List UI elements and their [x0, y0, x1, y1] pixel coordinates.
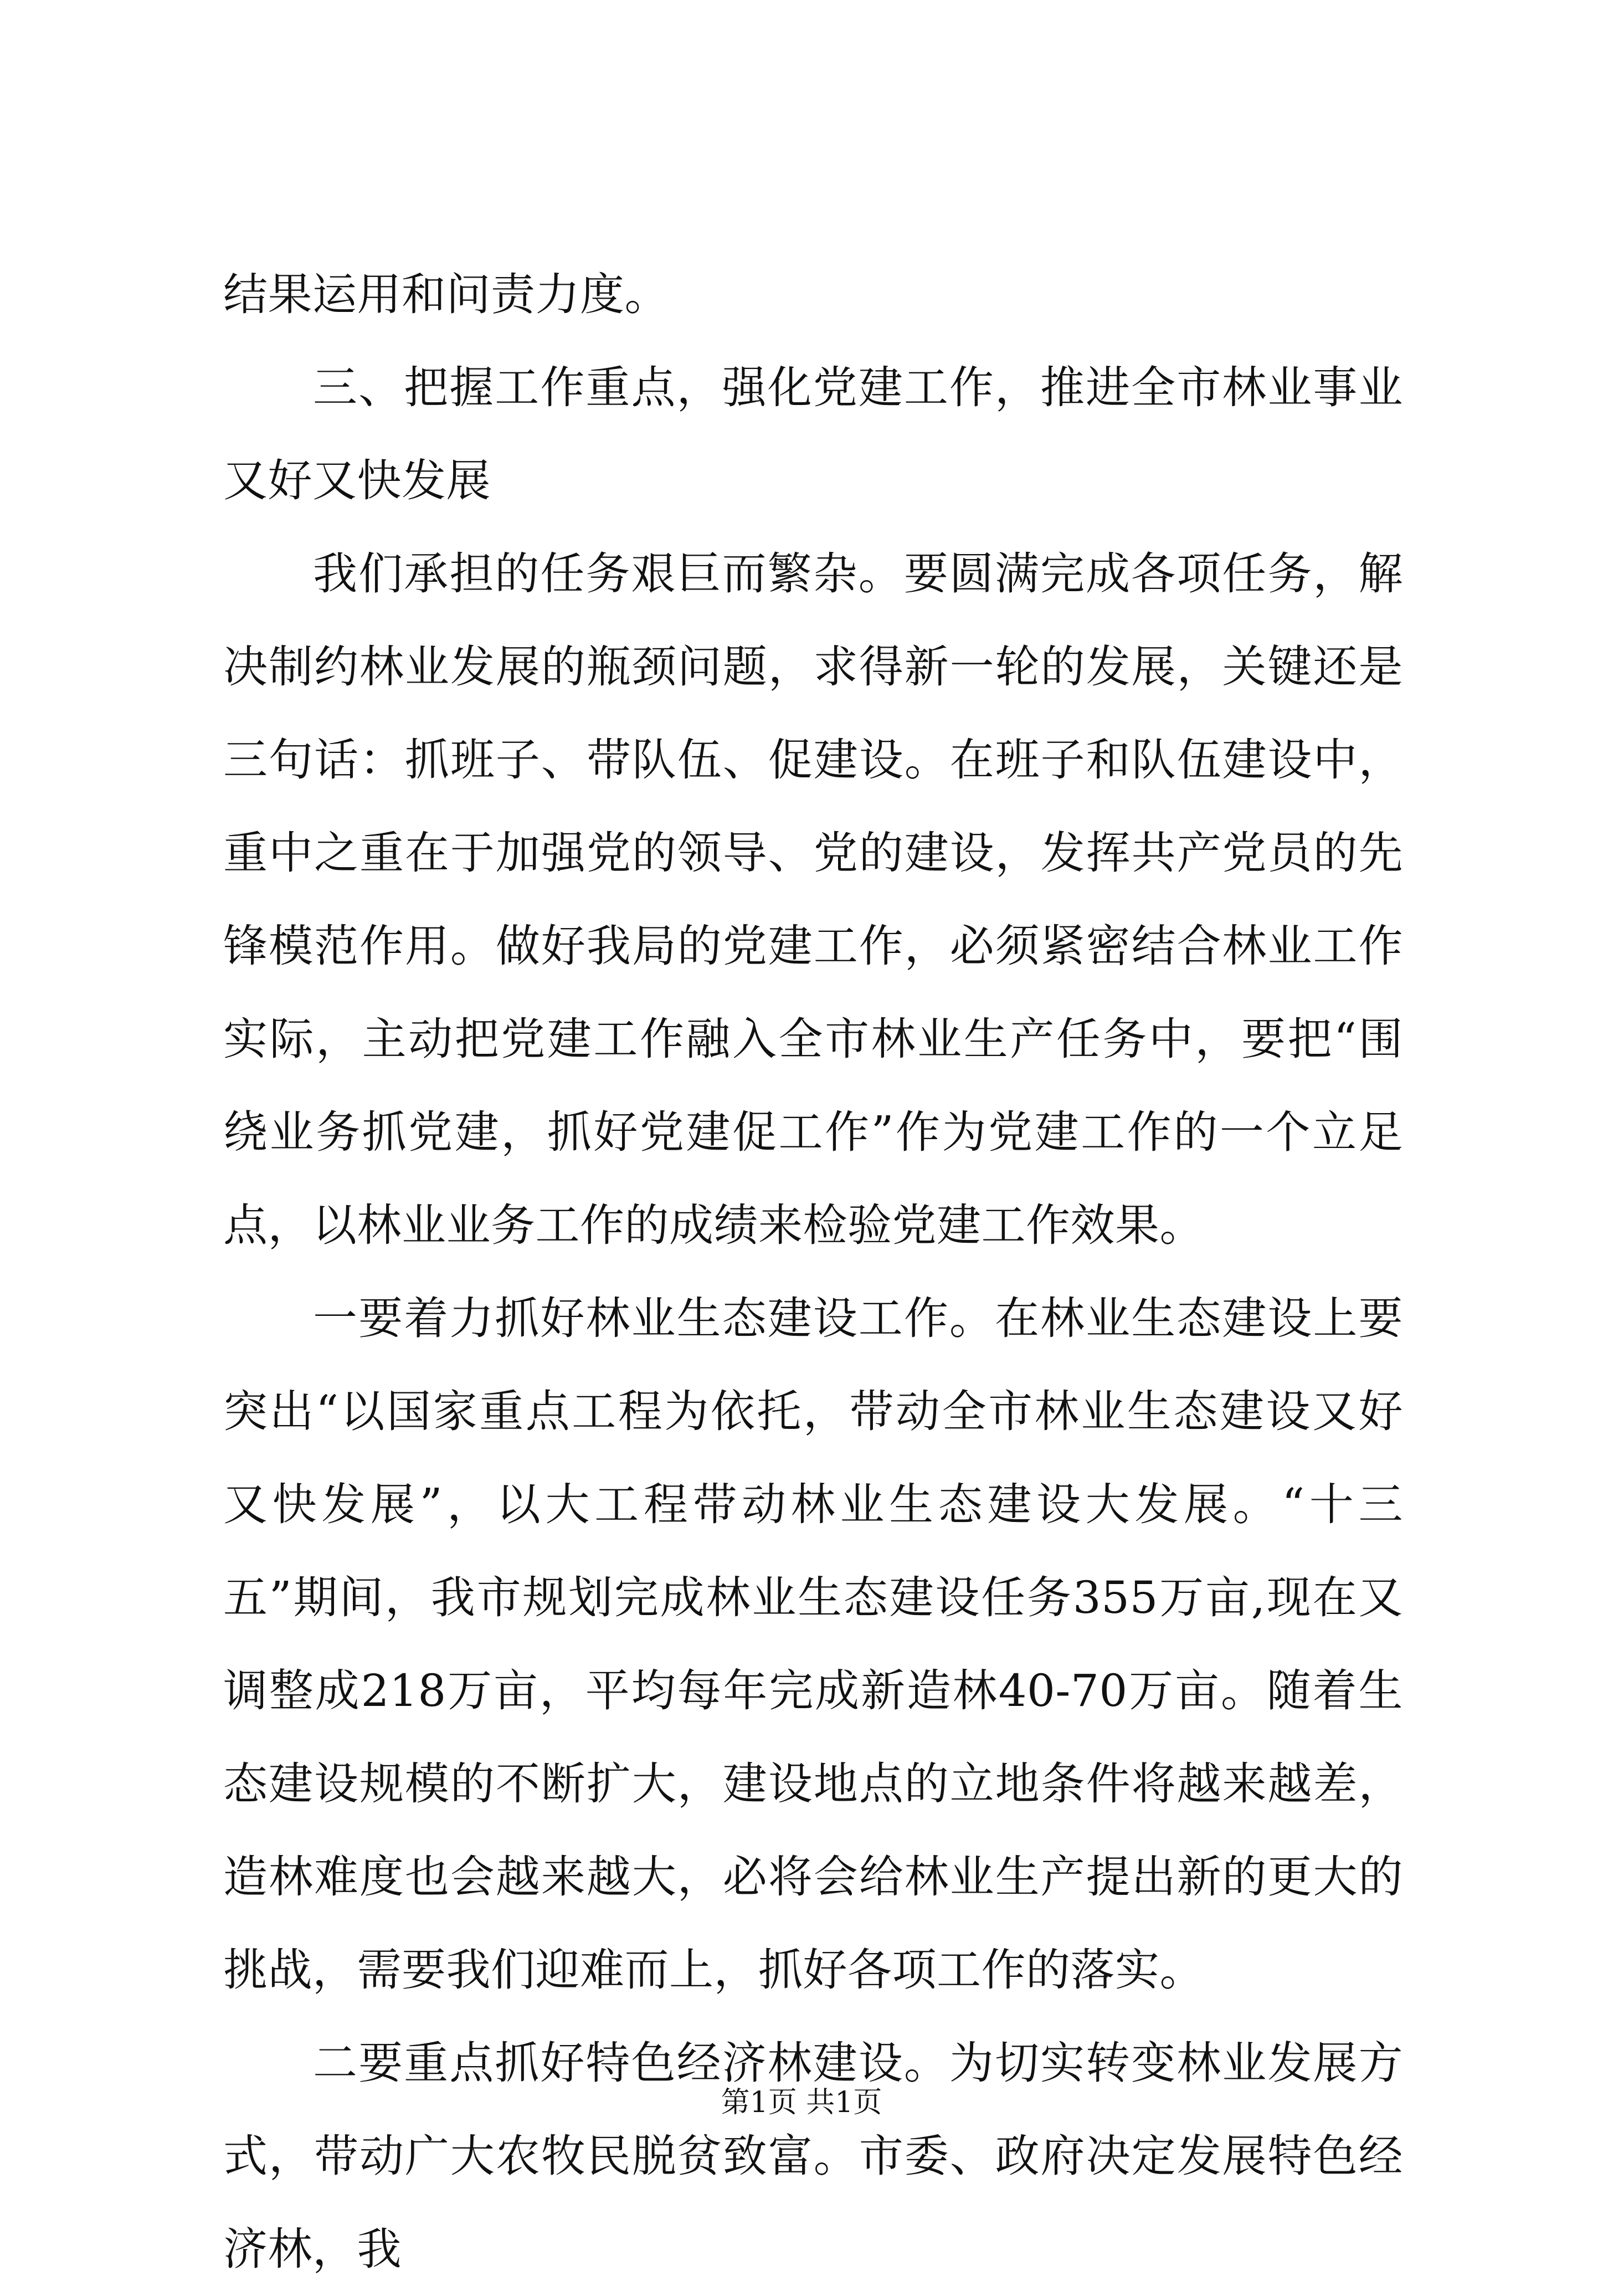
paragraph-2: 我们承担的任务艰巨而繁杂。要圆满完成各项任务，解决制约林业发展的瓶颈问题，求得新一轮的发展，关键还是三句话：抓班子、带队伍、促建设。在班子和队伍建设中，重中之重在于加强党的领导、党的建设，发挥共产党员的先锋模范作用。做好我局的党建工作，必须紧密结合林业工作实际，主动把党建工作融入全市林业生产任务中，要把“围绕业务抓党建，抓好党建促工作”作为党建工作的一个立足点，以林业业务工作的成绩来检验党建工作效果。 — [223, 548, 1403, 1251]
paragraph-1: 结果运用和问责力度。 — [223, 269, 669, 320]
section-heading-3: 三、把握工作重点，强化党建工作，推进全市林业事业又好又快发展 — [223, 362, 1403, 506]
paragraph-3: 一要着力抓好林业生态建设工作。在林业生态建设上要突出“以国家重点工程为依托，带动全市林业生态建设又好又快发展”，以大工程带动林业生态建设大发展。“十三五”期间，我市规划完成林业生态建设任务355万亩,现在又调整成218万亩，平均每年完成新造林40-70万亩。随着生态建设规模的不断扩大，建设地点的立地条件将越来越差，造林难度也会越来越大，必将会给林业生产提出新的更大的挑战，需要我们迎难而上，抓好各项工作的落实。 — [223, 1293, 1403, 1996]
page-footer — [0, 2083, 1603, 2122]
page-number-label: 第1页 共1页 — [721, 2086, 882, 2119]
paragraph-4: 二要重点抓好特色经济林建设。为切实转变林业发展方式，带动广大农牧民脱贫致富。市委、政府决定发展特色经济林，我 — [223, 2037, 1403, 2275]
document-body — [223, 248, 1403, 2296]
